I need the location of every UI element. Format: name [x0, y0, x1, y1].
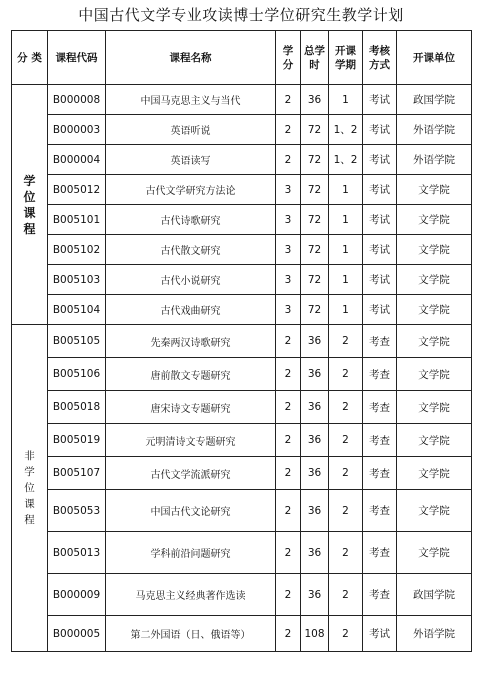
assessment-method-cell: 考试 — [363, 265, 397, 295]
course-code-cell: B005019 — [48, 424, 106, 457]
table-row — [12, 424, 472, 457]
course-code-cell: B000008 — [48, 85, 106, 115]
table-row — [12, 235, 472, 265]
header-hours: 总学时 — [301, 31, 329, 85]
course-name-cell: 唐前散文专题研究 — [106, 358, 276, 391]
credits-cell: 3 — [276, 175, 301, 205]
semester-cell: 1 — [329, 85, 363, 115]
header-assessment: 考核方式 — [363, 31, 397, 85]
offering-unit-cell: 政国学院 — [397, 574, 472, 616]
semester-cell: 1、2 — [329, 145, 363, 175]
credits-cell: 2 — [276, 532, 301, 574]
semester-cell: 1 — [329, 175, 363, 205]
course-name-cell: 英语听说 — [106, 115, 276, 145]
total-hours-cell: 36 — [301, 358, 329, 391]
course-code-cell: B005107 — [48, 457, 106, 490]
teaching-plan-table — [11, 30, 472, 652]
total-hours-cell: 36 — [301, 490, 329, 532]
assessment-method-cell: 考查 — [363, 490, 397, 532]
course-name-cell: 元明清诗文专题研究 — [106, 424, 276, 457]
header-code: 课程代码 — [48, 31, 106, 85]
semester-cell: 2 — [329, 457, 363, 490]
header-row — [12, 31, 472, 85]
semester-cell: 2 — [329, 358, 363, 391]
page-title: 中国古代文学专业攻读博士学位研究生教学计划 — [78, 6, 404, 24]
course-name-cell: 中国古代文论研究 — [106, 490, 276, 532]
category-label: 非学位课程 — [24, 450, 35, 526]
course-name-cell: 第二外国语（日、俄语等） — [106, 616, 276, 652]
course-name-cell: 古代散文研究 — [106, 235, 276, 265]
semester-cell: 2 — [329, 391, 363, 424]
course-name-cell: 古代诗歌研究 — [106, 205, 276, 235]
total-hours-cell: 72 — [301, 295, 329, 325]
total-hours-cell: 72 — [301, 235, 329, 265]
course-name-cell: 马克思主义经典著作选读 — [106, 574, 276, 616]
offering-unit-cell: 外语学院 — [397, 145, 472, 175]
assessment-method-cell: 考查 — [363, 325, 397, 358]
course-name-cell: 学科前沿问题研究 — [106, 532, 276, 574]
credits-cell: 2 — [276, 115, 301, 145]
credits-cell: 2 — [276, 85, 301, 115]
credits-cell: 2 — [276, 457, 301, 490]
offering-unit-cell: 文学院 — [397, 490, 472, 532]
course-code-cell: B000003 — [48, 115, 106, 145]
table-row — [12, 175, 472, 205]
assessment-method-cell: 考查 — [363, 424, 397, 457]
semester-cell: 1 — [329, 205, 363, 235]
offering-unit-cell: 文学院 — [397, 424, 472, 457]
semester-cell: 1、2 — [329, 115, 363, 145]
course-code-cell: B005106 — [48, 358, 106, 391]
assessment-method-cell: 考试 — [363, 205, 397, 235]
credits-cell: 2 — [276, 616, 301, 652]
category-label: 学位课程 — [23, 173, 36, 236]
table-row — [12, 85, 472, 115]
total-hours-cell: 72 — [301, 145, 329, 175]
course-name-cell: 古代戏曲研究 — [106, 295, 276, 325]
assessment-method-cell: 考查 — [363, 574, 397, 616]
category-cell — [12, 85, 48, 325]
course-code-cell: B005101 — [48, 205, 106, 235]
course-code-cell: B000009 — [48, 574, 106, 616]
header-credits: 学分 — [276, 31, 301, 85]
course-code-cell: B005102 — [48, 235, 106, 265]
course-name-cell: 英语读写 — [106, 145, 276, 175]
total-hours-cell: 36 — [301, 424, 329, 457]
offering-unit-cell: 文学院 — [397, 205, 472, 235]
table-row — [12, 115, 472, 145]
assessment-method-cell: 考查 — [363, 391, 397, 424]
assessment-method-cell: 考试 — [363, 175, 397, 205]
table-row — [12, 205, 472, 235]
offering-unit-cell: 文学院 — [397, 175, 472, 205]
total-hours-cell: 72 — [301, 115, 329, 145]
table-row — [12, 616, 472, 652]
offering-unit-cell: 文学院 — [397, 265, 472, 295]
assessment-method-cell: 考试 — [363, 616, 397, 652]
table-row — [12, 358, 472, 391]
offering-unit-cell: 文学院 — [397, 358, 472, 391]
credits-cell: 3 — [276, 205, 301, 235]
assessment-method-cell: 考查 — [363, 457, 397, 490]
total-hours-cell: 36 — [301, 85, 329, 115]
offering-unit-cell: 政国学院 — [397, 85, 472, 115]
table-row — [12, 574, 472, 616]
semester-cell: 2 — [329, 490, 363, 532]
credits-cell: 2 — [276, 358, 301, 391]
total-hours-cell: 36 — [301, 532, 329, 574]
course-name-cell: 先秦两汉诗歌研究 — [106, 325, 276, 358]
assessment-method-cell: 考试 — [363, 235, 397, 265]
total-hours-cell: 72 — [301, 205, 329, 235]
offering-unit-cell: 文学院 — [397, 532, 472, 574]
course-name-cell: 唐宋诗文专题研究 — [106, 391, 276, 424]
credits-cell: 2 — [276, 391, 301, 424]
course-code-cell: B005013 — [48, 532, 106, 574]
course-code-cell: B005018 — [48, 391, 106, 424]
table-row — [12, 391, 472, 424]
credits-cell: 2 — [276, 424, 301, 457]
credits-cell: 3 — [276, 265, 301, 295]
credits-cell: 2 — [276, 490, 301, 532]
course-code-cell: B000005 — [48, 616, 106, 652]
table-row — [12, 532, 472, 574]
course-name-cell: 中国马克思主义与当代 — [106, 85, 276, 115]
offering-unit-cell: 外语学院 — [397, 616, 472, 652]
offering-unit-cell: 文学院 — [397, 325, 472, 358]
course-code-cell: B005012 — [48, 175, 106, 205]
total-hours-cell: 108 — [301, 616, 329, 652]
header-category: 分 类 — [12, 31, 48, 85]
assessment-method-cell: 考查 — [363, 532, 397, 574]
table-row — [12, 325, 472, 358]
course-code-cell: B005105 — [48, 325, 106, 358]
offering-unit-cell: 文学院 — [397, 391, 472, 424]
offering-unit-cell: 文学院 — [397, 235, 472, 265]
semester-cell: 2 — [329, 574, 363, 616]
total-hours-cell: 36 — [301, 325, 329, 358]
assessment-method-cell: 考试 — [363, 145, 397, 175]
offering-unit-cell: 文学院 — [397, 457, 472, 490]
credits-cell: 2 — [276, 574, 301, 616]
table-row — [12, 265, 472, 295]
course-name-cell: 古代文学流派研究 — [106, 457, 276, 490]
credits-cell: 3 — [276, 235, 301, 265]
assessment-method-cell: 考试 — [363, 115, 397, 145]
course-code-cell: B000004 — [48, 145, 106, 175]
credits-cell: 3 — [276, 295, 301, 325]
semester-cell: 2 — [329, 616, 363, 652]
table-row — [12, 145, 472, 175]
total-hours-cell: 72 — [301, 265, 329, 295]
semester-cell: 1 — [329, 235, 363, 265]
offering-unit-cell: 文学院 — [397, 295, 472, 325]
total-hours-cell: 36 — [301, 457, 329, 490]
assessment-method-cell: 考试 — [363, 295, 397, 325]
semester-cell: 1 — [329, 265, 363, 295]
credits-cell: 2 — [276, 325, 301, 358]
semester-cell: 2 — [329, 532, 363, 574]
table-row — [12, 295, 472, 325]
table-row — [12, 490, 472, 532]
course-code-cell: B005053 — [48, 490, 106, 532]
header-unit: 开课单位 — [397, 31, 472, 85]
credits-cell: 2 — [276, 145, 301, 175]
total-hours-cell: 36 — [301, 574, 329, 616]
total-hours-cell: 36 — [301, 391, 329, 424]
category-cell — [12, 325, 48, 652]
semester-cell: 2 — [329, 325, 363, 358]
semester-cell: 2 — [329, 424, 363, 457]
assessment-method-cell: 考试 — [363, 85, 397, 115]
table-row — [12, 457, 472, 490]
course-code-cell: B005103 — [48, 265, 106, 295]
course-code-cell: B005104 — [48, 295, 106, 325]
header-semester: 开课学期 — [329, 31, 363, 85]
course-name-cell: 古代小说研究 — [106, 265, 276, 295]
total-hours-cell: 72 — [301, 175, 329, 205]
table-body — [12, 85, 472, 652]
assessment-method-cell: 考查 — [363, 358, 397, 391]
header-name: 课程名称 — [106, 31, 276, 85]
offering-unit-cell: 外语学院 — [397, 115, 472, 145]
semester-cell: 1 — [329, 295, 363, 325]
course-name-cell: 古代文学研究方法论 — [106, 175, 276, 205]
